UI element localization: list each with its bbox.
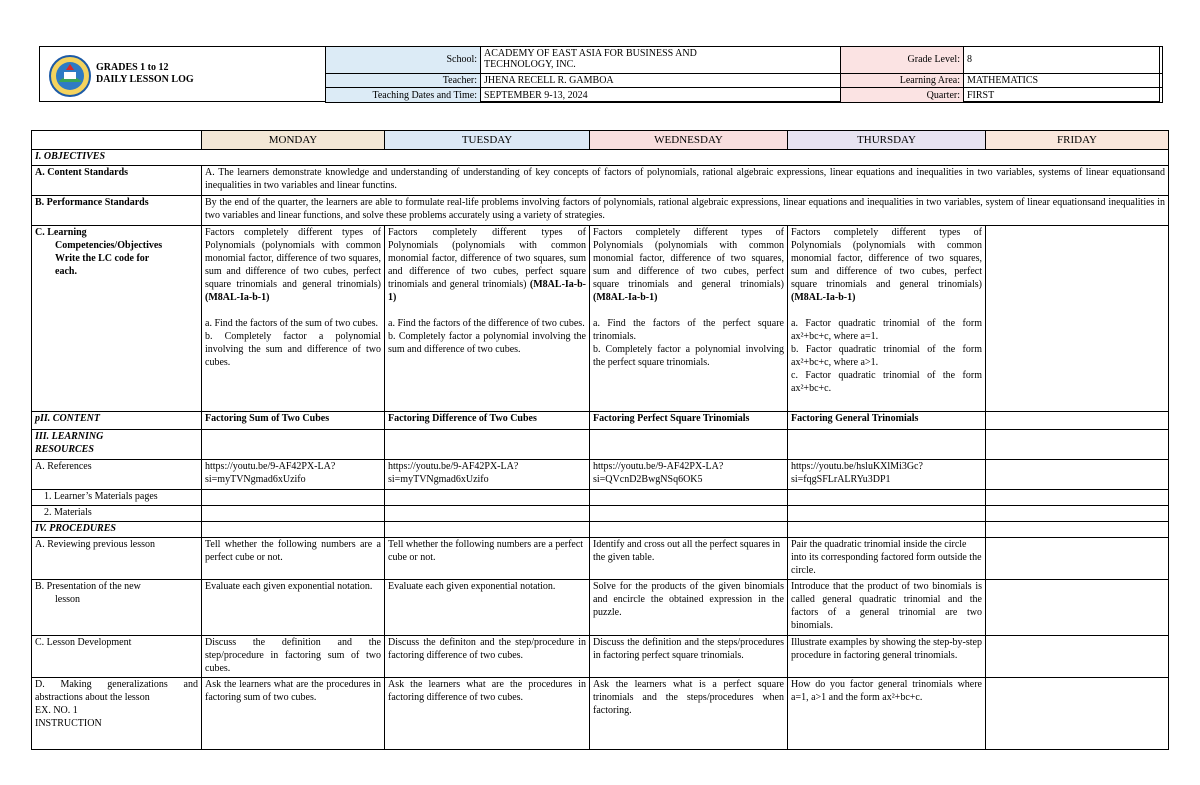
resources-title-1: III. LEARNING <box>35 431 104 442</box>
corner-cell <box>32 131 202 150</box>
generalization-thursday: How do you factor general trinomials where a=1, a>1 and the form ax²+bc+c. <box>788 678 986 750</box>
content-wednesday: Factoring Perfect Square Trinomials <box>590 412 788 430</box>
objectives-title: I. OBJECTIVES <box>32 150 1169 166</box>
deped-seal-icon <box>48 54 92 98</box>
lesson-log-table <box>31 130 1169 750</box>
day-thursday: THURSDAY <box>788 131 986 150</box>
school-label: School: <box>326 47 481 74</box>
learning-area-value: MATHEMATICS <box>964 73 1163 88</box>
generalization-label <box>32 678 202 750</box>
dll-header <box>39 46 1160 102</box>
competencies-wednesday <box>590 226 788 412</box>
review-thursday: Pair the quadratic trinomial inside the circle into its corresponding factored form outside the circle. <box>788 538 986 580</box>
review-row <box>32 538 1169 580</box>
resources-monday <box>202 430 385 460</box>
school-line-2: TECHNOLOGY, INC. <box>484 59 576 70</box>
reference-link-2[interactable]: si=fqgSFLrALRYu3DP1 <box>791 474 891 485</box>
day-friday: FRIDAY <box>986 131 1169 150</box>
resources-row <box>32 430 1169 460</box>
materials-label: 2. Materials <box>32 506 202 522</box>
lc-code: (M8AL-Ia-b-1) <box>593 292 658 303</box>
lc-code: (M8AL-Ia-b-1) <box>388 279 587 303</box>
competency-text: Factors completely different types of Polynomials (polynomials with common monomial factor, difference of two squares, sum and difference of two cubes, perfect square trinomials and general trinomials) <box>205 227 381 290</box>
content-thursday: Factoring General Trinomials <box>788 412 986 430</box>
competencies-thursday <box>788 226 986 412</box>
objective-a: a. Find the factors of the difference of two cubes. <box>388 318 585 329</box>
competency-text: Factors completely different types of Polynomials (polynomials with common monomial factor, difference of two squares, sum and difference of two cubes, perfect square trinomials and general trinomials) <box>388 227 586 290</box>
competencies-label-4: each. <box>55 266 77 277</box>
day-header-row <box>32 131 1169 150</box>
review-wednesday: Identify and cross out all the perfect squares in the given table. <box>590 538 788 580</box>
grade-level-label: Grade Level: <box>841 47 964 74</box>
objectives-row <box>32 150 1169 166</box>
performance-standards-text: By the end of the quarter, the learners are able to formulate real-life problems involving factors of polynomials, rational algebraic expressions, linear equations and inequalities in two variables, system of linear equationsand inequalities in two variables and linear functions, and solve these problems accurately using a variety of strategies. <box>202 196 1169 226</box>
resources-thursday <box>788 430 986 460</box>
development-tuesday: Discuss the definiton and the step/procedure in factoring difference of two cubes. <box>385 636 590 678</box>
competency-text: Factors completely different types of Polynomials (polynomials with common monomial factor, difference of two squares, sum and difference of two cubes, perfect square trinomials and general trinomials) <box>791 227 982 290</box>
development-monday: Discuss the definition and the step/procedure in factoring sum of two cubes. <box>202 636 385 678</box>
generalization-label-3: INSTRUCTION <box>35 718 102 729</box>
procedures-row <box>32 522 1169 538</box>
objective-b: b. Completely factor a polynomial involving the perfect square trinomials. <box>593 344 784 368</box>
references-tuesday[interactable] <box>385 460 590 490</box>
lm-pages-label: 1. Learner’s Materials pages <box>32 490 202 506</box>
generalization-wednesday: Ask the learners what is a perfect square trinomials and the steps/procedures when factoring. <box>590 678 788 750</box>
competencies-label-1: C. Learning <box>35 227 87 238</box>
resources-wednesday <box>590 430 788 460</box>
header-info-table <box>325 46 1163 103</box>
performance-standards-row <box>32 196 1169 226</box>
presentation-label-2: lesson <box>55 594 80 605</box>
content-friday <box>986 412 1169 430</box>
content-tuesday: Factoring Difference of Two Cubes <box>385 412 590 430</box>
generalization-label-1: D. Making generalizations and abstractions about the lesson <box>35 679 198 703</box>
generalization-row <box>32 678 1169 750</box>
day-monday: MONDAY <box>202 131 385 150</box>
grade-level-value: 8 <box>964 47 1163 74</box>
development-row <box>32 636 1169 678</box>
reference-link-1[interactable]: https://youtu.be/9-AF42PX-LA? <box>205 461 336 472</box>
references-thursday[interactable] <box>788 460 986 490</box>
competencies-friday <box>986 226 1169 412</box>
school-value <box>481 47 841 74</box>
competencies-label-2: Competencies/Objectives <box>55 240 163 251</box>
competencies-monday <box>202 226 385 412</box>
review-friday <box>986 538 1169 580</box>
review-monday: Tell whether the following numbers are a perfect cube or not. <box>202 538 385 580</box>
content-standards-text: A. The learners demonstrate knowledge and understanding of understanding of key concepts of factors of polynomials, rational algebraic expressions, linear equations and inequalities in two variables, systems of linear equationsand inequalities in two variables and linear functins. <box>202 166 1169 196</box>
lm-pages-row <box>32 490 1169 506</box>
reference-link-2[interactable]: si=myTVNgmad6xUzifo <box>205 474 306 485</box>
presentation-wednesday: Solve for the products of the given binomials and encircle the obtained expression in the puzzle. <box>590 580 788 636</box>
references-label: A. References <box>32 460 202 490</box>
references-row <box>32 460 1169 490</box>
presentation-monday: Evaluate each given exponential notation. <box>202 580 385 636</box>
references-monday[interactable] <box>202 460 385 490</box>
procedures-title: IV. PROCEDURES <box>32 522 202 538</box>
teacher-value: JHENA RECELL R. GAMBOA <box>481 73 841 88</box>
reference-link-1[interactable]: https://youtu.be/9-AF42PX-LA? <box>593 461 724 472</box>
presentation-thursday: Introduce that the product of two binomials is called general quadratic trinomial and the factors of a general trinomial are two binomials. <box>788 580 986 636</box>
lc-code: (M8AL-Ia-b-1) <box>205 292 270 303</box>
references-friday <box>986 460 1169 490</box>
reference-link-1[interactable]: https://youtu.be/hsluKXlMi3Gc? <box>791 461 923 472</box>
competency-text: Factors completely different types of Polynomials (polynomials with common monomial factor, difference of two squares, sum and difference of two cubes, perfect square trinomials and general trinomials) <box>593 227 784 290</box>
materials-row <box>32 506 1169 522</box>
development-wednesday: Discuss the definition and the steps/procedures in factoring perfect square trinomials. <box>590 636 788 678</box>
grades-line: GRADES 1 to 12 <box>96 62 169 73</box>
content-standards-label: A. Content Standards <box>32 166 202 196</box>
content-monday: Factoring Sum of Two Cubes <box>202 412 385 430</box>
objective-a: a. Factor quadratic trinomial of the form ax²+bc+c, where a=1. <box>791 318 982 342</box>
objective-b: b. Completely factor a polynomial involving the sum and difference of two cubes. <box>388 331 586 355</box>
resources-title-2: RESOURCES <box>35 444 94 455</box>
learning-area-label: Learning Area: <box>841 73 964 88</box>
reference-link-2[interactable]: si=myTVNgmad6xUzifo <box>388 474 489 485</box>
school-line-1: ACADEMY OF EAST ASIA FOR BUSINESS AND <box>484 48 697 59</box>
objective-c: c. Factor quadratic trinomial of the form ax²+bc+c. <box>791 370 982 394</box>
review-label: A. Reviewing previous lesson <box>32 538 202 580</box>
presentation-friday <box>986 580 1169 636</box>
content-standards-row <box>32 166 1169 196</box>
teacher-label: Teacher: <box>326 73 481 88</box>
review-tuesday: Tell whether the following numbers are a perfect cube or not. <box>385 538 590 580</box>
competencies-label <box>32 226 202 412</box>
day-wednesday: WEDNESDAY <box>590 131 788 150</box>
content-row <box>32 412 1169 430</box>
resources-title <box>32 430 202 460</box>
quarter-value: FIRST <box>964 88 1163 103</box>
development-label: C. Lesson Development <box>32 636 202 678</box>
dates-value: SEPTEMBER 9-13, 2024 <box>481 88 841 103</box>
objective-a: a. Find the factors of the perfect square trinomials. <box>593 318 784 342</box>
competencies-tuesday <box>385 226 590 412</box>
objective-b: b. Factor quadratic trinomial of the form ax²+bc+c, where a>1. <box>791 344 982 368</box>
presentation-tuesday: Evaluate each given exponential notation. <box>385 580 590 636</box>
resources-tuesday <box>385 430 590 460</box>
day-tuesday: TUESDAY <box>385 131 590 150</box>
quarter-label: Quarter: <box>841 88 964 103</box>
dll-line: DAILY LESSON LOG <box>96 74 194 85</box>
generalization-tuesday: Ask the learners what are the procedures in factoring difference of two cubes. <box>385 678 590 750</box>
reference-link-1[interactable]: https://youtu.be/9-AF42PX-LA? <box>388 461 519 472</box>
generalization-friday <box>986 678 1169 750</box>
lc-code: (M8AL-Ia-b-1) <box>791 292 856 303</box>
objective-b: b. Completely factor a polynomial involving the sum and difference of two cubes. <box>205 331 381 368</box>
dates-label: Teaching Dates and Time: <box>326 88 481 103</box>
content-title: pII. CONTENT <box>32 412 202 430</box>
objective-a: a. Find the factors of the sum of two cubes. <box>205 318 379 329</box>
performance-standards-label: B. Performance Standards <box>32 196 202 226</box>
presentation-label <box>32 580 202 636</box>
competencies-label-3: Write the LC code for <box>55 253 150 264</box>
references-wednesday[interactable] <box>590 460 788 490</box>
resources-friday <box>986 430 1169 460</box>
grades-title <box>96 62 194 86</box>
development-thursday: Illustrate examples by showing the step-by-step procedure in factoring general trinomials. <box>788 636 986 678</box>
competencies-row <box>32 226 1169 412</box>
presentation-row <box>32 580 1169 636</box>
generalization-label-2: EX. NO. 1 <box>35 705 78 716</box>
reference-link-2[interactable]: si=QVcnD2BwgNSq6OK5 <box>593 474 703 485</box>
presentation-label-1: B. Presentation of the new <box>35 581 141 592</box>
development-friday <box>986 636 1169 678</box>
generalization-monday: Ask the learners what are the procedures in factoring sum of two cubes. <box>202 678 385 750</box>
